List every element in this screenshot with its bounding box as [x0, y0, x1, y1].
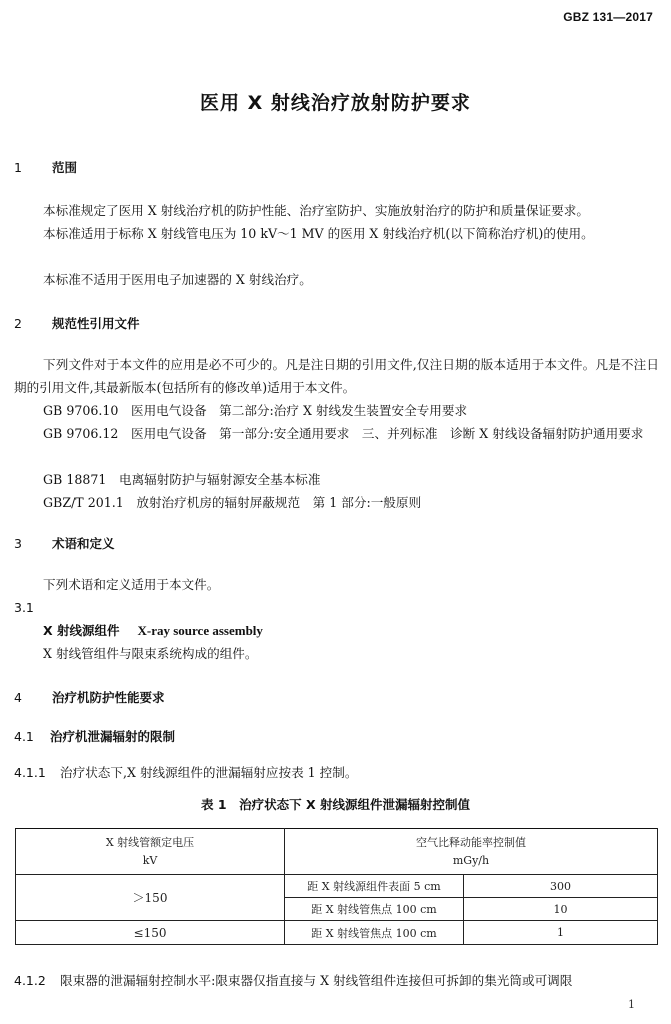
table-row [16, 875, 658, 898]
term-definition: X 射线管组件与限束系统构成的组件。 [43, 646, 258, 661]
clause-number: 4.1.1 [14, 765, 46, 780]
section-number: 2 [14, 316, 22, 331]
paragraph: 本标准规定了医用 X 射线治疗机的防护性能、治疗室防护、实施放射治疗的防护和质量保证要求。 [43, 203, 589, 218]
clause-text: 限束器的泄漏辐射控制水平:限束器仅指直接与 X 射线管组件连接但可拆卸的集光筒或可调限 [60, 973, 573, 988]
page-number: 1 [628, 998, 635, 1011]
section-title: 治疗机泄漏辐射的限制 [50, 729, 176, 744]
clause-4-1-2 [14, 970, 659, 989]
table-row [16, 921, 658, 945]
reference-item: GBZ/T 201.1 放射治疗机房的辐射屏蔽规范 第 1 部分:一般原则 [43, 495, 422, 510]
reference-item: GB 18871 电离辐射防护与辐射源安全基本标准 [43, 472, 321, 487]
section-title: 范围 [52, 160, 78, 175]
table-cell-value: 300 [464, 875, 658, 898]
table-cell-voltage: ＞150 [16, 875, 285, 921]
table-cell-voltage: ≤150 [16, 921, 285, 945]
section-3-heading [14, 534, 115, 552]
section-number: 1 [14, 160, 22, 175]
section-title: 规范性引用文件 [52, 316, 140, 331]
term-entry [43, 621, 263, 639]
paragraph: 下列术语和定义适用于本文件。 [43, 577, 220, 592]
table-cell-condition: 距 X 射线管焦点 100 cm [285, 921, 464, 945]
table-caption: 表 1 治疗状态下 X 射线源组件泄漏辐射控制值 [201, 797, 470, 812]
header-label: 空气比释动能率控制值 [416, 835, 526, 849]
reference-item: GB 9706.12 医用电气设备 第一部分:安全通用要求 三、并列标准 诊断 X 射线设备辐射防护通用要求 [43, 426, 644, 441]
section-number: 4 [14, 690, 22, 705]
clause-text: 治疗状态下,X 射线源组件的泄漏辐射应按表 1 控制。 [60, 765, 358, 780]
term-chinese: X 射线源组件 [43, 623, 120, 638]
term-english: X-ray source assembly [137, 623, 263, 638]
section-2-heading [14, 314, 140, 332]
section-title: 术语和定义 [52, 536, 115, 551]
paragraph: 本标准适用于标称 X 射线管电压为 10 kV～1 MV 的医用 X 射线治疗机(以下简称治疗机)的使用。 [43, 226, 594, 241]
header-unit: kV [142, 853, 158, 867]
table-cell-value: 10 [464, 898, 658, 921]
reference-item: GB 9706.10 医用电气设备 第二部分:治疗 X 射线发生装置安全专用要求 [43, 403, 468, 418]
section-1-heading [14, 158, 77, 176]
table-cell-condition: 距 X 射线源组件表面 5 cm [285, 875, 464, 898]
paragraph: 下列文件对于本文件的应用是必不可少的。凡是注日期的引用文件,仅注日期的版本适用于本文件。凡是不注日期的引用文件,其最新版本(包括所有的修改单)适用于本文件。 [14, 357, 659, 395]
section-title: 治疗机防护性能要求 [52, 690, 165, 705]
table-header-voltage [16, 829, 285, 875]
paragraph: 本标准不适用于医用电子加速器的 X 射线治疗。 [43, 272, 312, 287]
clause-number: 4.1.2 [14, 973, 46, 988]
table-cell-condition: 距 X 射线管焦点 100 cm [285, 898, 464, 921]
table-cell-value: 1 [464, 921, 658, 945]
term-number: 3.1 [14, 600, 34, 615]
section-number: 4.1 [14, 729, 34, 744]
leakage-radiation-table [15, 828, 658, 945]
header-unit: mGy/h [452, 853, 490, 867]
document-title: 医用 X 射线治疗放射防护要求 [200, 92, 471, 114]
table-header-kerma [285, 829, 658, 875]
header-label: X 射线管额定电压 [105, 835, 195, 849]
clause-4-1-1 [14, 762, 357, 781]
section-4-1-heading [14, 727, 175, 745]
standard-code: GBZ 131—2017 [563, 10, 653, 24]
section-4-heading [14, 688, 165, 706]
section-number: 3 [14, 536, 22, 551]
